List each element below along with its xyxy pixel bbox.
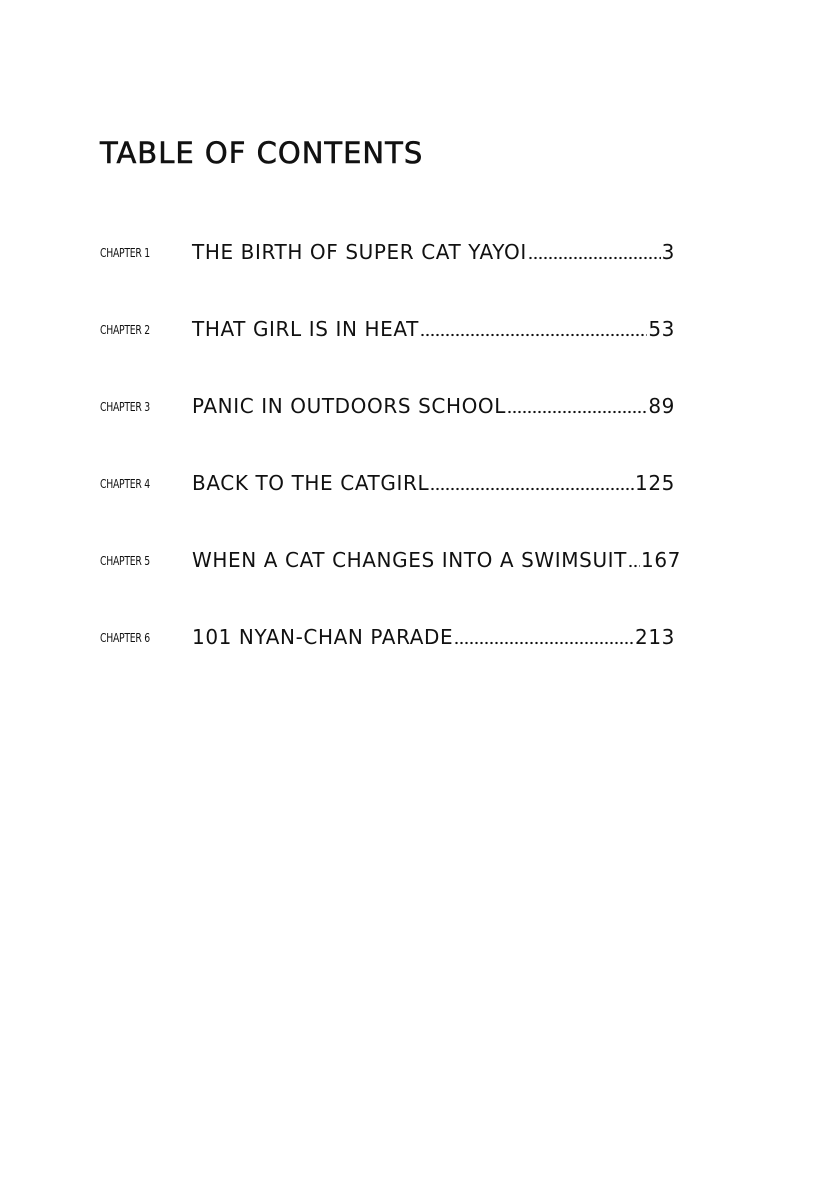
toc-entry[interactable] [100,469,675,546]
chapter-title: BACK TO THE CATGIRL [192,471,430,495]
chapter-label: CHAPTER 5 [100,554,150,568]
page-number: 167 [641,548,681,572]
dot-leader [430,487,634,491]
chapter-title: THE BIRTH OF SUPER CAT YAYOI [192,240,527,264]
toc-entry[interactable] [100,238,675,315]
dot-leader [454,641,634,645]
toc-heading: TABLE OF CONTENTS [100,136,424,170]
chapter-title: WHEN A CAT CHANGES INTO A SWIMSUIT [192,548,627,572]
page-number: 125 [635,471,675,495]
toc-list [100,238,681,700]
toc-entry-line [192,315,675,343]
chapter-title: THAT GIRL IS IN HEAT [192,317,419,341]
dot-leader [628,564,640,568]
toc-entry-line [192,238,675,266]
chapter-title: PANIC IN OUTDOORS SCHOOL [192,394,507,418]
chapter-label: CHAPTER 3 [100,400,150,414]
toc-entry[interactable] [100,315,675,392]
page-number: 213 [635,625,675,649]
dot-leader [507,410,647,414]
page-number: 3 [661,240,675,264]
chapter-label: CHAPTER 6 [100,631,150,645]
chapter-label: CHAPTER 2 [100,323,150,337]
chapter-label: CHAPTER 1 [100,246,150,260]
toc-entry-line [192,546,681,574]
page-number: 53 [648,317,675,341]
dot-leader [420,333,647,337]
dot-leader [528,256,661,260]
toc-entry-line [192,392,675,420]
toc-entry[interactable] [100,392,675,469]
toc-entry-line [192,623,675,651]
chapter-title: 101 NYAN-CHAN PARADE [192,625,454,649]
chapter-label: CHAPTER 4 [100,477,150,491]
page-number: 89 [648,394,675,418]
toc-entry[interactable] [100,546,681,623]
toc-entry[interactable] [100,623,675,700]
toc-entry-line [192,469,675,497]
